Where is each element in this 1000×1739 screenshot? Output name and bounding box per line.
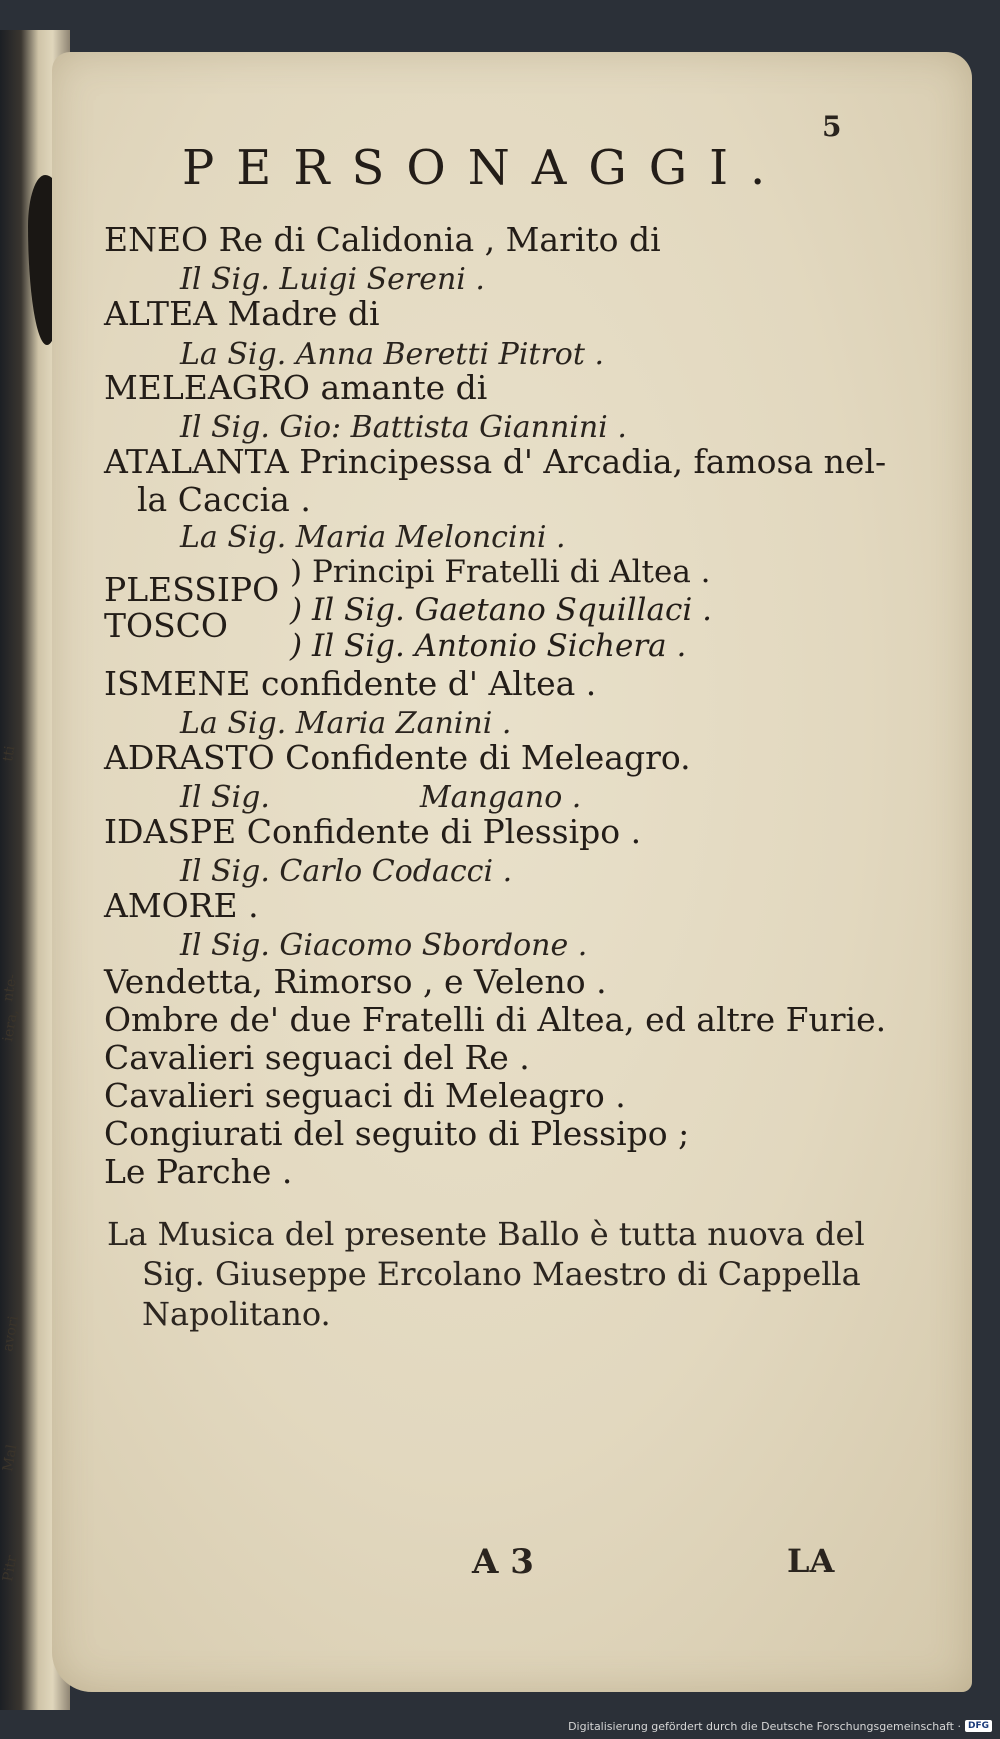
spine-fragment: tti [0, 744, 19, 763]
page-number: 5 [822, 110, 842, 143]
cast-line: La Sig. Maria Zanini . [180, 706, 512, 741]
cast-line: Il Sig. Carlo Codacci . [180, 854, 513, 889]
other-line: Cavalieri seguaci di Meleagro . [104, 1076, 626, 1115]
other-line: Ombre de' due Fratelli di Altea, ed altre Furie. [104, 1000, 887, 1039]
other-line: Le Parche . [104, 1152, 293, 1191]
music-note: La Musica del presente Ballo è tutta nuova del [107, 1215, 865, 1253]
cast-line: La Sig. Anna Beretti Pitrot . [180, 337, 604, 372]
cast-line: ) Il Sig. Antonio Sichera . [290, 628, 687, 664]
dfg-logo-icon: DFG [965, 1720, 992, 1732]
spine-fragment: Mal [0, 1443, 21, 1473]
brace-name: TOSCO [104, 606, 228, 645]
other-line: Cavalieri seguaci del Re . [104, 1038, 530, 1077]
character-line: MELEAGRO amante di [104, 368, 488, 407]
brace-name: PLESSIPO [104, 570, 280, 609]
spine-fragment: avori [0, 1314, 22, 1353]
cast-line: Il Sig. Giacomo Sbordone . [180, 928, 588, 963]
character-line: ALTEA Madre di [104, 294, 380, 333]
other-line: Congiurati del seguito di Plessipo ; [104, 1114, 690, 1153]
music-note: Sig. Giuseppe Ercolano Maestro di Cappella [142, 1255, 861, 1293]
character-line: ENEO Re di Calidonia , Marito di [104, 220, 661, 259]
character-line: ISMENE confidente d' Altea . [104, 664, 597, 703]
character-line-continuation: la Caccia . [137, 480, 311, 519]
other-line: Vendetta, Rimorso , e Veleno . [104, 962, 607, 1001]
character-line: ADRASTO Confidente di Meleagro. [104, 738, 691, 777]
spine-fragment: nte- [0, 972, 21, 1003]
cast-line: Il Sig. Gio: Battista Giannini . [180, 410, 627, 445]
cast-line: La Sig. Maria Meloncini . [180, 520, 566, 555]
spine-fragment: iera, [0, 1008, 22, 1043]
cast-line: Il Sig. Luigi Sereni . [180, 262, 485, 297]
digitization-footer [568, 1717, 992, 1735]
catchword: LA [787, 1542, 835, 1580]
spine-fragment: Pitr [0, 1554, 21, 1583]
music-note: Napolitano. [142, 1295, 331, 1333]
cast-surname: Mangano . [419, 780, 582, 815]
character-line: ATALANTA Principessa d' Arcadia, famosa nel- [104, 442, 887, 481]
footer-text: Digitalisierung gefördert durch die Deutsche Forschungsgemeinschaft · [568, 1719, 961, 1733]
cast-line [180, 780, 581, 815]
cast-line: ) Il Sig. Gaetano Squillaci . [290, 592, 712, 628]
character-line: IDASPE Confidente di Plessipo . [104, 812, 642, 851]
brace-role: ) Principi Fratelli di Altea . [290, 554, 711, 590]
book-page [52, 52, 972, 1692]
signature-mark: A 3 [472, 1542, 534, 1582]
page-title: PERSONAGGI. [182, 140, 788, 196]
cast-prefix: Il Sig. [180, 780, 270, 815]
character-line: AMORE . [104, 886, 259, 925]
